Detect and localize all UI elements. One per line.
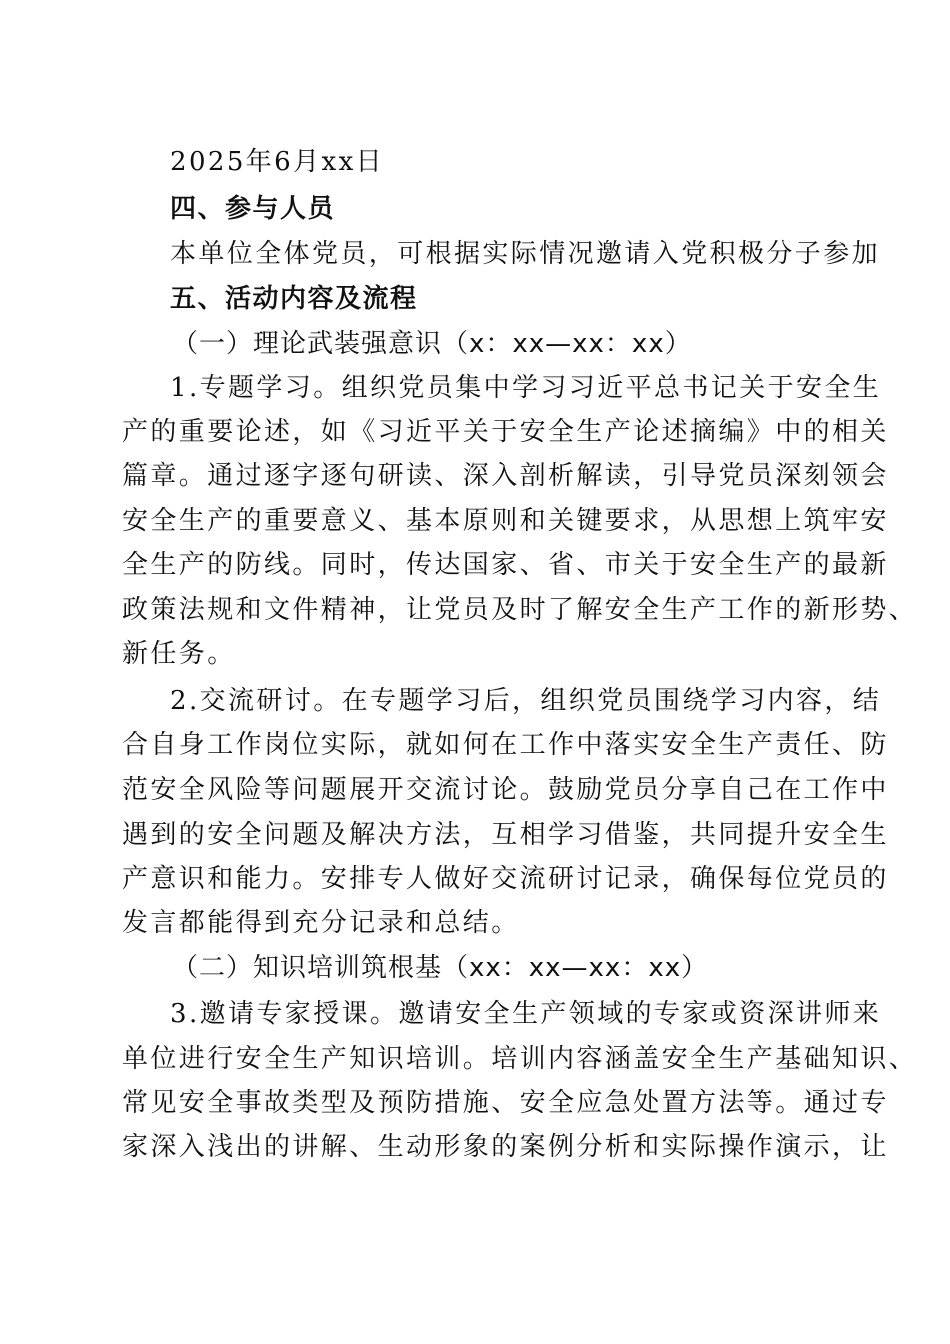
subsection-2-heading: （二）知识培训筑根基（xx：xx—xx：xx）	[172, 953, 709, 983]
section-4-body: 本单位全体党员，可根据实际情况邀请入党积极分子参加	[170, 239, 881, 269]
paragraph-2-line: 合自身工作岗位实际，就如何在工作中落实安全生产责任、防	[122, 730, 889, 760]
paragraph-1-line: 政策法规和文件精神，让党员及时了解安全生产工作的新形势、	[122, 595, 918, 625]
paragraph-2-line: 范安全风险等问题展开交流讨论。鼓励党员分享自己在工作中	[122, 775, 889, 805]
paragraph-2-line: 遇到的安全问题及解决方法，互相学习借鉴，共同提升安全生	[122, 820, 889, 850]
paragraph-3-line: 家深入浅出的讲解、生动形象的案例分析和实际操作演示，让	[122, 1132, 889, 1162]
paragraph-1-line: 新任务。	[122, 639, 236, 669]
section-5-heading: 五、活动内容及流程	[170, 284, 418, 314]
paragraph-1-line: 篇章。通过逐字逐句研读、深入剖析解读，引导党员深刻领会	[122, 461, 889, 491]
paragraph-1-line: 全生产的防线。同时，传达国家、省、市关于安全生产的最新	[122, 550, 889, 580]
paragraph-1-line: 安全生产的重要意义、基本原则和关键要求，从思想上筑牢安	[122, 506, 889, 536]
paragraph-1-line: 产的重要论述，如《习近平关于安全生产论述摘编》中的相关	[122, 417, 889, 447]
section-4-heading: 四、参与人员	[170, 194, 336, 224]
paragraph-2-line: 产意识和能力。安排专人做好交流研讨记录，确保每位党员的	[122, 864, 889, 894]
subsection-1-heading: （一）理论武装强意识（x：xx—xx：xx）	[172, 329, 692, 359]
paragraph-2-line: 发言都能得到充分记录和总结。	[122, 908, 520, 938]
paragraph-3-line: 常见安全事故类型及预防措施、安全应急处置方法等。通过专	[122, 1088, 889, 1118]
paragraph-3-line: 单位进行安全生产知识培训。培训内容涵盖安全生产基础知识、	[122, 1044, 918, 1074]
paragraph-1-line: 1.专题学习。组织党员集中学习习近平总书记关于安全生	[170, 373, 882, 403]
paragraph-2-line: 2.交流研讨。在专题学习后，组织党员围绕学习内容，结	[170, 686, 882, 716]
paragraph-3-line: 3.邀请专家授课。邀请安全生产领域的专家或资深讲师来	[170, 999, 882, 1029]
date-line: 2025年6月xx日	[170, 147, 385, 177]
